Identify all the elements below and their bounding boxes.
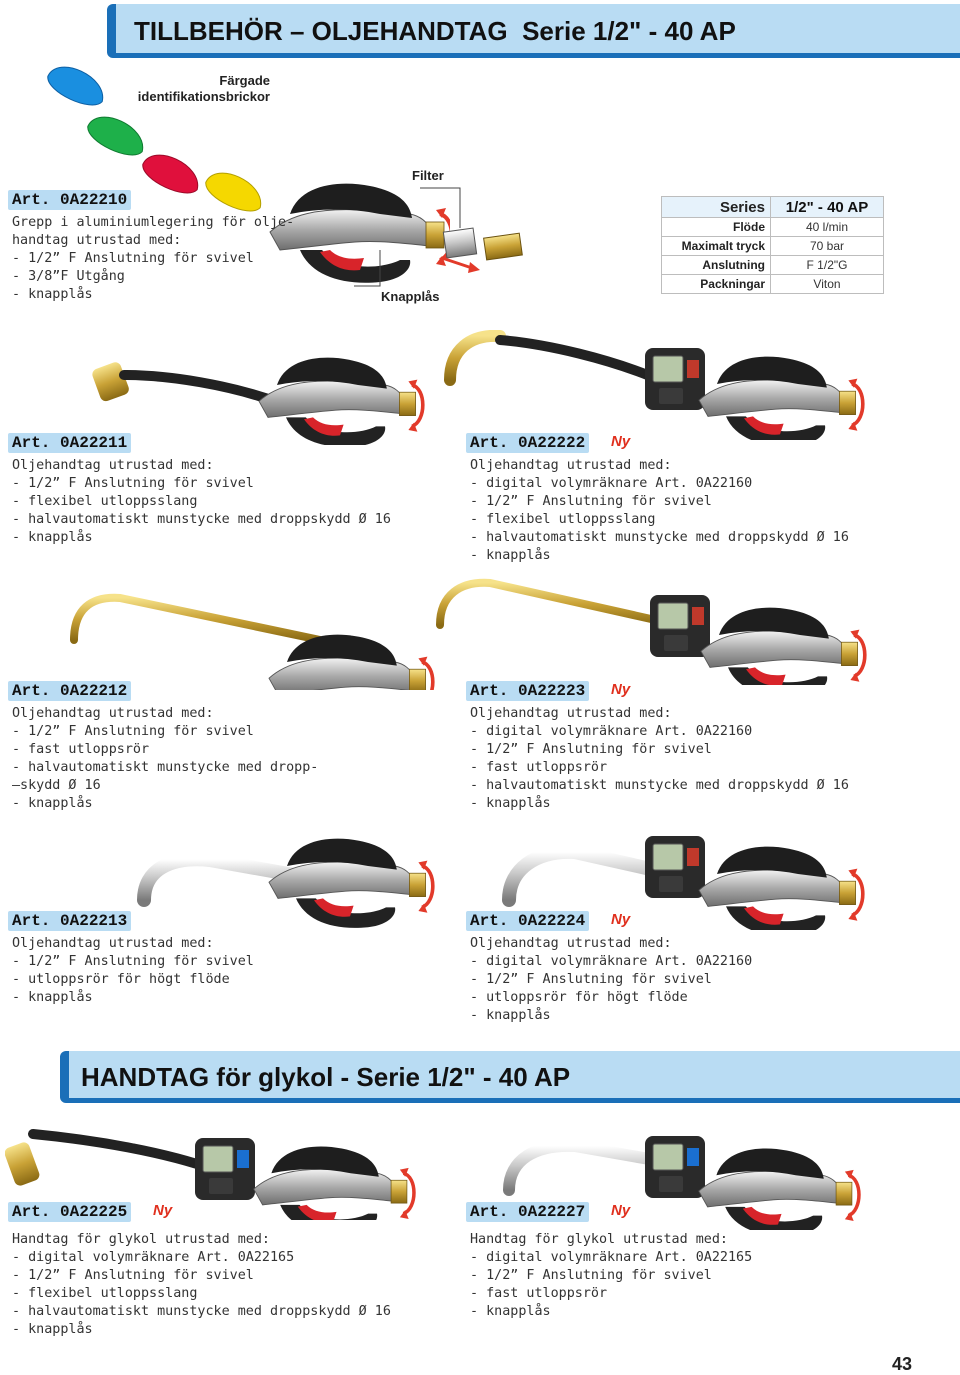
spec-value: 70 bar <box>771 237 884 256</box>
new-badge: Ny <box>611 681 631 698</box>
new-badge: Ny <box>611 433 631 450</box>
spec-row <box>662 275 884 294</box>
spec-row <box>662 218 884 237</box>
spec-value: F 1/2"G <box>771 256 884 275</box>
spec-row <box>662 237 884 256</box>
description-0A22210 <box>12 214 294 304</box>
description-line: - digital volymräknare Art. 0A22160 <box>470 476 753 491</box>
description-line: - knapplås <box>12 287 93 302</box>
description-line: Oljehandtag utrustad med: <box>470 458 672 473</box>
product-image-0A22211 <box>90 355 440 445</box>
description-0A22227 <box>470 1231 752 1321</box>
section-banner <box>107 4 960 58</box>
art-number-0A22224: Art. 0A22224 <box>466 911 589 931</box>
description-0A22224 <box>470 935 752 1025</box>
description-line: - digital volymräknare Art. 0A22165 <box>470 1250 753 1265</box>
art-number-0A22223: Art. 0A22223 <box>466 681 589 701</box>
description-line: - 1/2” F Anslutning för svivel <box>470 1268 712 1283</box>
spec-value: 40 l/min <box>771 218 884 237</box>
description-line: - 1/2” F Anslutning för svivel <box>12 476 254 491</box>
new-badge: Ny <box>611 1202 631 1219</box>
page-title: TILLBEHÖR – OLJEHANDTAG Serie 1/2" - 40 AP <box>134 16 736 46</box>
description-line: - utloppsrör för högt flöde <box>12 972 230 987</box>
spec-table <box>661 196 884 294</box>
description-0A22211 <box>12 457 391 547</box>
spec-value: Viton <box>771 275 884 294</box>
description-line: –skydd Ø 16 <box>12 778 101 793</box>
description-line: Oljehandtag utrustad med: <box>12 936 214 951</box>
description-line: - halvautomatiskt munstycke med dropp- <box>12 760 319 775</box>
description-line: - knapplås <box>470 548 551 563</box>
description-line: - 1/2” F Anslutning för svivel <box>470 494 712 509</box>
description-line: - knapplås <box>12 530 93 545</box>
art-number-0A22211: Art. 0A22211 <box>8 433 131 453</box>
new-badge: Ny <box>611 911 631 928</box>
glykol-section-banner <box>60 1051 960 1103</box>
filter-label: Filter <box>412 168 444 183</box>
description-line: - halvautomatiskt munstycke med droppskydd Ø 16 <box>470 530 849 545</box>
art-number-0A22225: Art. 0A22225 <box>8 1202 131 1222</box>
art-number-0A22227: Art. 0A22227 <box>466 1202 589 1222</box>
description-line: Handtag för glykol utrustad med: <box>12 1232 270 1247</box>
description-line: - fast utloppsrör <box>470 760 608 775</box>
description-0A22222 <box>470 457 849 565</box>
description-line: - digital volymräknare Art. 0A22160 <box>470 724 753 739</box>
description-line: - 1/2” F Anslutning för svivel <box>12 251 254 266</box>
description-line: Oljehandtag utrustad med: <box>470 936 672 951</box>
art-number-0A22213: Art. 0A22213 <box>8 911 131 931</box>
description-line: Handtag för glykol utrustad med: <box>470 1232 728 1247</box>
description-line: - halvautomatiskt munstycke med droppskydd Ø 16 <box>470 778 849 793</box>
description-line: - 1/2” F Anslutning för svivel <box>12 724 254 739</box>
product-image-0A22222 <box>440 330 890 440</box>
description-line: - fast utloppsrör <box>470 1286 608 1301</box>
description-line: - flexibel utloppsslang <box>12 494 198 509</box>
description-line: - fast utloppsrör <box>12 742 150 757</box>
description-line: - 1/2” F Anslutning för svivel <box>470 972 712 987</box>
description-line: - knapplås <box>470 796 551 811</box>
knapplas-label: Knapplås <box>381 289 440 304</box>
description-0A22213 <box>12 935 254 1007</box>
description-line: - knapplås <box>12 1322 93 1337</box>
spec-key: Anslutning <box>662 256 771 275</box>
product-image-0A22212 <box>60 590 450 690</box>
description-line: Oljehandtag utrustad med: <box>12 458 214 473</box>
spec-header-row <box>662 197 884 218</box>
product-image-0A22213 <box>130 830 440 930</box>
description-line: - 1/2” F Anslutning för svivel <box>12 954 254 969</box>
tags-caption: Färgade identifikationsbrickor <box>137 73 270 104</box>
description-line: - knapplås <box>12 796 93 811</box>
description-line: - flexibel utloppsslang <box>470 512 656 527</box>
description-line: - utloppsrör för högt flöde <box>470 990 688 1005</box>
page-number: 43 <box>891 1354 912 1374</box>
spec-key: Maximalt tryck <box>662 237 771 256</box>
art-number-0A22212: Art. 0A22212 <box>8 681 131 701</box>
description-0A22223 <box>470 705 849 813</box>
spec-row <box>662 256 884 275</box>
new-badge: Ny <box>153 1202 173 1219</box>
description-line: Oljehandtag utrustad med: <box>12 706 214 721</box>
description-line: - 1/2” F Anslutning för svivel <box>470 742 712 757</box>
product-image-0A22223 <box>430 575 890 685</box>
glykol-section-title: HANDTAG för glykol - Serie 1/2" - 40 AP <box>81 1062 571 1092</box>
description-line: - digital volymräknare Art. 0A22160 <box>470 954 753 969</box>
description-line: - knapplås <box>470 1304 551 1319</box>
description-line: - 3/8”F Utgång <box>12 269 125 284</box>
spec-key: Packningar <box>662 275 771 294</box>
description-line: - 1/2” F Anslutning för svivel <box>12 1268 254 1283</box>
description-line: - digital volymräknare Art. 0A22165 <box>12 1250 295 1265</box>
spec-head-value: 1/2" - 40 AP <box>771 197 884 218</box>
description-line: - flexibel utloppsslang <box>12 1286 198 1301</box>
description-line: - knapplås <box>12 990 93 1005</box>
art-number-0A22222: Art. 0A22222 <box>466 433 589 453</box>
description-0A22225 <box>12 1231 391 1339</box>
art-number-0A22210: Art. 0A22210 <box>8 190 131 210</box>
description-line: - knapplås <box>470 1008 551 1023</box>
description-line: Oljehandtag utrustad med: <box>470 706 672 721</box>
spec-key: Flöde <box>662 218 771 237</box>
description-line: handtag utrustad med: <box>12 233 182 248</box>
description-0A22212 <box>12 705 318 813</box>
description-line: - halvautomatiskt munstycke med droppskydd Ø 16 <box>12 1304 391 1319</box>
description-line: Grepp i aluminiumlegering för olje- <box>12 215 295 230</box>
filter-diagram <box>350 180 540 290</box>
spec-head-key: Series <box>662 197 771 218</box>
description-line: - halvautomatiskt munstycke med droppskydd Ø 16 <box>12 512 391 527</box>
